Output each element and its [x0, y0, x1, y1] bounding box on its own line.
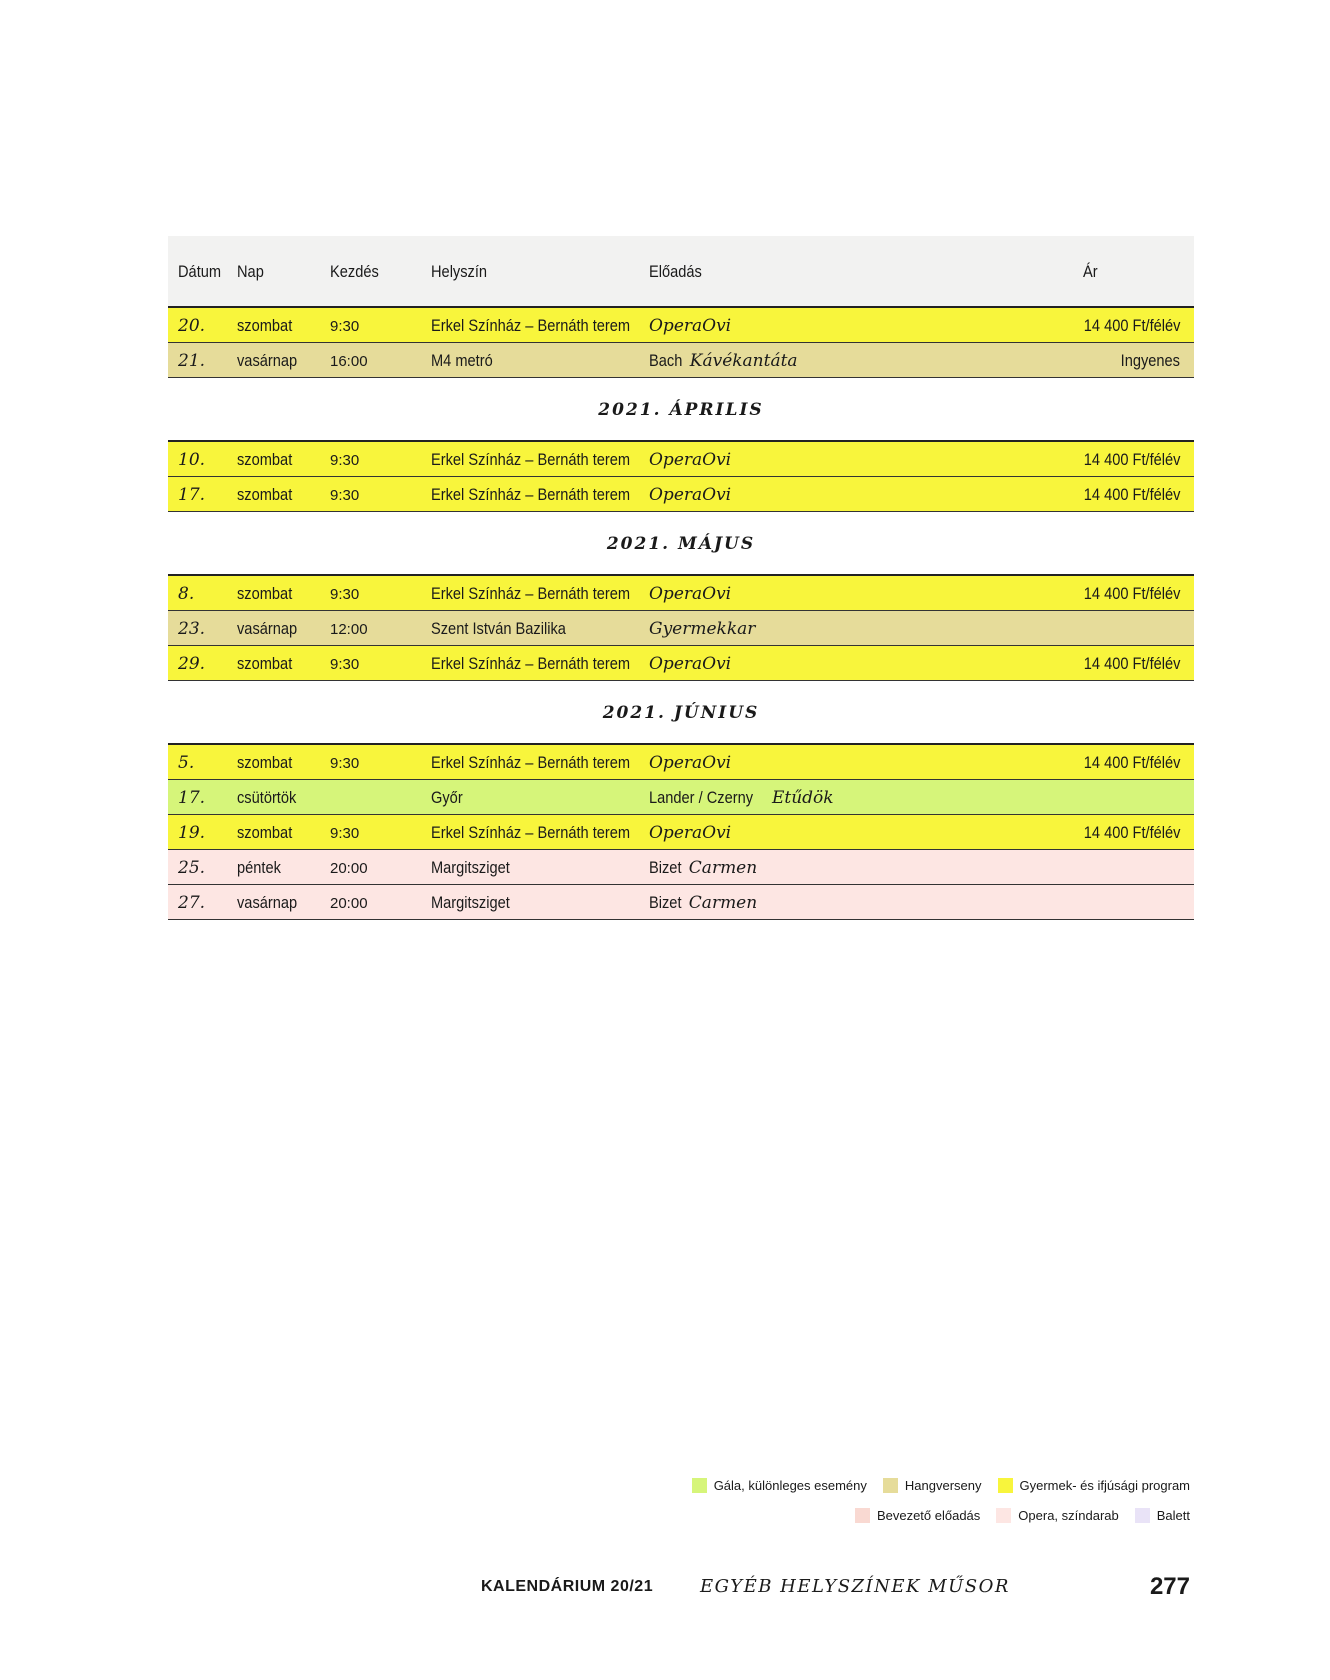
- legend-swatch: [883, 1478, 898, 1493]
- legend-label: Opera, színdarab: [1018, 1508, 1119, 1523]
- performance-cell: [649, 654, 731, 674]
- venue-cell: [431, 584, 663, 604]
- day-cell: [237, 654, 301, 674]
- price-cell: [1111, 351, 1180, 371]
- price-text: 14 400 Ft/félév: [1083, 823, 1180, 842]
- month-heading-june: 2021. JÚNIUS: [168, 681, 1194, 745]
- price-cell: [1068, 823, 1180, 843]
- price-text: 14 400 Ft/félév: [1083, 654, 1180, 673]
- legend-line-1: [676, 1478, 1190, 1496]
- performance-cell: [649, 316, 731, 336]
- performance-title: OperaOvi: [649, 485, 732, 505]
- time-cell: 20:00: [330, 895, 368, 912]
- venue-cell: [431, 753, 663, 773]
- time-cell: 9:30: [330, 586, 360, 603]
- legend-item: [692, 1478, 867, 1493]
- col-datum: Dátum: [178, 262, 222, 281]
- date-cell: 29.: [178, 654, 206, 674]
- day-cell: [237, 753, 301, 773]
- day-cell: [237, 316, 301, 336]
- venue-text: Győr: [431, 788, 463, 807]
- price-cell: [1068, 450, 1180, 470]
- performance-cell: [649, 858, 757, 878]
- day-cell: [237, 788, 306, 808]
- legend-item: [996, 1508, 1118, 1523]
- day-text: szombat: [237, 654, 293, 673]
- price-cell: [1068, 316, 1180, 336]
- may-rows: [168, 576, 1194, 681]
- table-row: [168, 850, 1194, 885]
- col-helyszin: Helyszín: [431, 262, 488, 281]
- time-cell: 9:30: [330, 656, 360, 673]
- venue-text: Erkel Színház – Bernáth terem: [431, 753, 631, 772]
- page-footer: [0, 1573, 1330, 1603]
- price-text: 14 400 Ft/félév: [1083, 485, 1180, 504]
- venue-cell: [431, 450, 663, 470]
- time-cell: 12:00: [330, 621, 368, 638]
- legend-swatch: [998, 1478, 1013, 1493]
- price-cell: [1068, 753, 1180, 773]
- date-cell: 21.: [178, 351, 206, 371]
- day-text: szombat: [237, 316, 293, 335]
- legend-label: Bevezető előadás: [876, 1508, 981, 1523]
- price-text: 14 400 Ft/félév: [1083, 753, 1180, 772]
- venue-text: Margitsziget: [431, 893, 510, 912]
- performance-cell: [649, 485, 731, 505]
- performance-title: Carmen: [688, 893, 758, 913]
- price-cell: [1068, 584, 1180, 604]
- time-cell: 9:30: [330, 487, 360, 504]
- legend-swatch: [855, 1508, 870, 1523]
- performance-cell: [649, 823, 731, 843]
- time-cell: 9:30: [330, 318, 360, 335]
- footer-section: EGYÉB HELYSZÍNEK MŰSOR: [700, 1576, 1010, 1597]
- venue-text: Erkel Színház – Bernáth terem: [431, 485, 631, 504]
- price-cell: [1068, 654, 1180, 674]
- day-text: vasárnap: [237, 351, 298, 370]
- legend-item: [998, 1478, 1191, 1493]
- date-cell: 23.: [178, 619, 206, 639]
- composer-text: Bizet: [649, 858, 682, 877]
- col-nap: Nap: [237, 262, 264, 281]
- composer-text: Bizet: [649, 893, 682, 912]
- month-heading-may: 2021. MÁJUS: [168, 512, 1194, 576]
- price-cell: [1068, 485, 1180, 505]
- performance-title: Gyermekkar: [649, 619, 756, 639]
- performance-cell: [649, 753, 731, 773]
- venue-cell: [431, 351, 503, 371]
- day-text: péntek: [237, 858, 281, 877]
- date-cell: 10.: [178, 450, 206, 470]
- performance-title: OperaOvi: [649, 823, 732, 843]
- performance-cell: [649, 788, 834, 808]
- performance-title: OperaOvi: [649, 584, 732, 604]
- venue-cell: [431, 823, 663, 843]
- date-cell: 8.: [178, 584, 195, 604]
- venue-text: Margitsziget: [431, 858, 510, 877]
- table-row: [168, 646, 1194, 681]
- legend-item: [1135, 1508, 1190, 1523]
- table-row: [168, 885, 1194, 920]
- price-text: Ingyenes: [1120, 351, 1180, 370]
- table-row: [168, 745, 1194, 780]
- day-cell: [237, 619, 307, 639]
- day-cell: [237, 485, 301, 505]
- legend-swatch: [1135, 1508, 1150, 1523]
- venue-cell: [431, 858, 523, 878]
- date-cell: 17.: [178, 485, 206, 505]
- performance-cell: [649, 584, 731, 604]
- price-text: 14 400 Ft/félév: [1083, 316, 1180, 335]
- table-row: [168, 308, 1194, 343]
- venue-cell: [431, 893, 523, 913]
- composer-text: Bach: [649, 351, 683, 370]
- day-cell: [237, 584, 301, 604]
- performance-cell: [649, 351, 798, 371]
- venue-text: Erkel Színház – Bernáth terem: [431, 654, 631, 673]
- date-cell: 19.: [178, 823, 206, 843]
- table-row: [168, 815, 1194, 850]
- venue-cell: [431, 619, 588, 639]
- legend-line-2: [839, 1508, 1190, 1526]
- legend-swatch: [692, 1478, 707, 1493]
- june-rows: [168, 745, 1194, 920]
- performance-title: OperaOvi: [649, 654, 732, 674]
- table-header: [168, 236, 1194, 308]
- venue-text: Erkel Színház – Bernáth terem: [431, 823, 631, 842]
- day-text: vasárnap: [237, 619, 298, 638]
- legend-item: [883, 1478, 982, 1493]
- page-number: 277: [1149, 1573, 1190, 1600]
- venue-text: M4 metró: [431, 351, 493, 370]
- venue-text: Erkel Színház – Bernáth terem: [431, 450, 631, 469]
- legend-label: Hangverseny: [904, 1478, 982, 1493]
- time-cell: 9:30: [330, 452, 360, 469]
- table-row: [168, 477, 1194, 512]
- performance-cell: [649, 619, 755, 639]
- date-cell: 5.: [178, 753, 195, 773]
- day-cell: [237, 450, 301, 470]
- day-text: szombat: [237, 450, 293, 469]
- table-row: [168, 780, 1194, 815]
- venue-cell: [431, 316, 663, 336]
- footer-brand: KALENDÁRIUM 20/21: [481, 1578, 654, 1595]
- table-row: [168, 343, 1194, 378]
- time-cell: 20:00: [330, 860, 368, 877]
- schedule-table: [168, 236, 1194, 920]
- legend-label: Gyermek- és ifjúsági program: [1019, 1478, 1190, 1493]
- time-cell: 16:00: [330, 353, 368, 370]
- april-rows: [168, 442, 1194, 512]
- day-text: csütörtök: [237, 788, 297, 807]
- time-cell: 9:30: [330, 825, 360, 842]
- day-cell: [237, 351, 307, 371]
- col-ar: Ár: [1083, 262, 1098, 281]
- day-cell: [237, 893, 307, 913]
- day-text: szombat: [237, 753, 293, 772]
- month-heading-april: 2021. ÁPRILIS: [168, 378, 1194, 442]
- legend-label: Gála, különleges esemény: [713, 1478, 867, 1493]
- performance-title: OperaOvi: [649, 316, 732, 336]
- legend-item: [855, 1508, 980, 1523]
- performance-title: Etűdök: [771, 788, 834, 808]
- performance-title: OperaOvi: [649, 450, 732, 470]
- date-cell: 20.: [178, 316, 206, 336]
- table-row: [168, 576, 1194, 611]
- legend-label: Balett: [1156, 1508, 1190, 1523]
- day-text: szombat: [237, 823, 293, 842]
- day-cell: [237, 823, 301, 843]
- day-text: szombat: [237, 584, 293, 603]
- performance-cell: [649, 450, 731, 470]
- march-rows: [168, 308, 1194, 378]
- venue-cell: [431, 788, 468, 808]
- day-cell: [237, 858, 288, 878]
- venue-text: Erkel Színház – Bernáth terem: [431, 584, 631, 603]
- col-kezdes: Kezdés: [330, 262, 379, 281]
- time-cell: 9:30: [330, 755, 360, 772]
- table-row: [168, 611, 1194, 646]
- performance-title: Carmen: [688, 858, 758, 878]
- performance-title: Kávékantáta: [689, 351, 798, 371]
- date-cell: 17.: [178, 788, 206, 808]
- venue-text: Szent István Bazilika: [431, 619, 566, 638]
- venue-cell: [431, 654, 663, 674]
- performance-cell: [649, 893, 757, 913]
- legend-swatch: [996, 1508, 1011, 1523]
- venue-text: Erkel Színház – Bernáth terem: [431, 316, 631, 335]
- venue-cell: [431, 485, 663, 505]
- table-row: [168, 442, 1194, 477]
- performance-title: OperaOvi: [649, 753, 732, 773]
- col-eloadas: Előadás: [649, 262, 702, 281]
- day-text: szombat: [237, 485, 293, 504]
- price-text: 14 400 Ft/félév: [1083, 584, 1180, 603]
- date-cell: 25.: [178, 858, 206, 878]
- price-text: 14 400 Ft/félév: [1083, 450, 1180, 469]
- date-cell: 27.: [178, 893, 206, 913]
- composer-text: Lander / Czerny: [649, 788, 754, 807]
- day-text: vasárnap: [237, 893, 298, 912]
